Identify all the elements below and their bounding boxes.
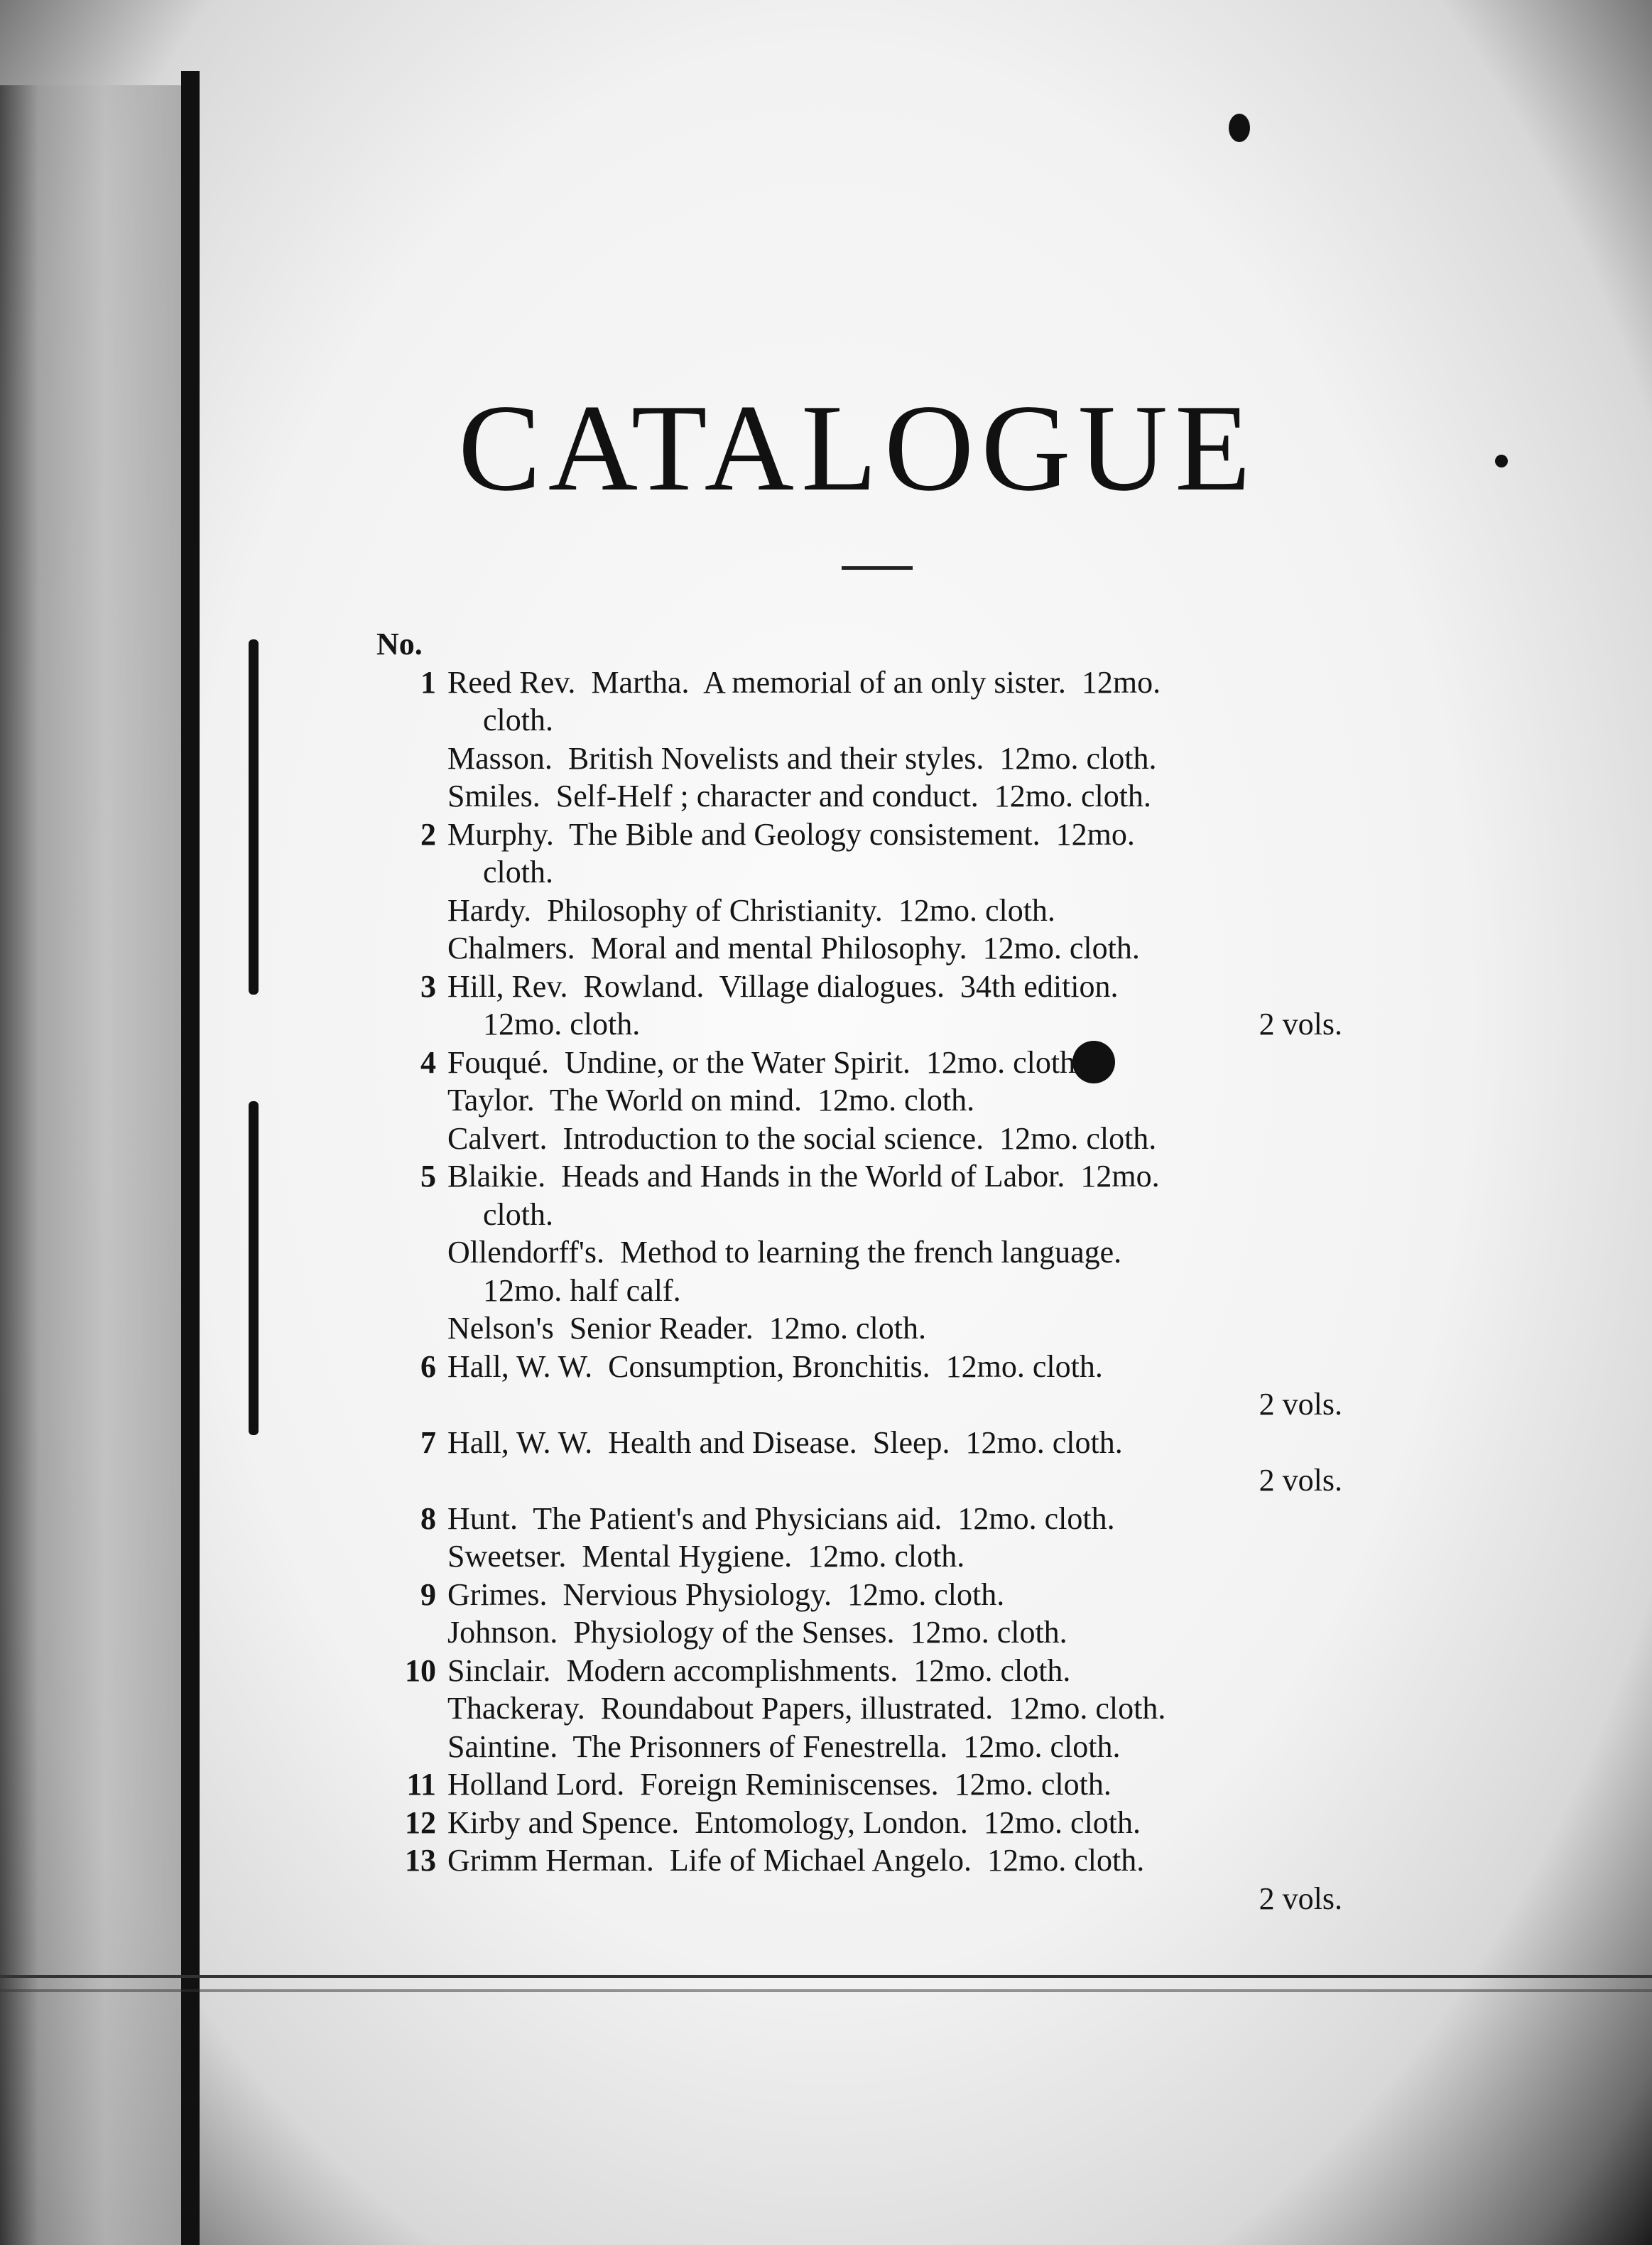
entry-title: Physiology of the Senses. 12mo. cloth.: [573, 1615, 1067, 1650]
entry-title: The Bible and Geology consistement. 12mo.: [569, 816, 1135, 852]
entry-number: [376, 929, 447, 968]
entry-title: Moral and mental Philosophy. 12mo. cloth.: [590, 931, 1140, 965]
entry-author: Holland Lord.: [447, 1767, 641, 1802]
catalogue-entry: [376, 1157, 1342, 1233]
scan-line: [0, 1975, 1652, 1978]
entry-number: 5: [420, 1159, 436, 1194]
entry-number: [376, 1728, 447, 1766]
entry-author: Reed Rev.: [447, 664, 592, 700]
entry-author: Chalmers.: [447, 931, 591, 965]
catalogue-entry: [376, 1537, 1342, 1576]
entry-author: Fouqué.: [447, 1044, 565, 1080]
entry-author: Sweetser.: [447, 1539, 582, 1574]
catalogue-entry: [376, 929, 1342, 968]
catalogue-entry: [376, 740, 1342, 778]
entry-continuation: [447, 1880, 483, 1918]
catalogue-entry: [376, 1728, 1342, 1766]
scan-line: [0, 1989, 1652, 1992]
entry-number: 11: [406, 1767, 436, 1802]
entry-continuation: [447, 1385, 483, 1424]
entry-title: Mental Hygiene. 12mo. cloth.: [582, 1539, 965, 1574]
entry-number: [376, 1081, 447, 1120]
entry-number: 7: [420, 1424, 436, 1460]
entry-number: [376, 892, 447, 930]
entry-title: Modern accomplishments. 12mo. cloth.: [566, 1652, 1071, 1688]
entry-continuation: 12mo. cloth.: [483, 1007, 641, 1042]
entry-author: Hunt.: [447, 1500, 533, 1536]
entry-author: Kirby and Spence.: [447, 1805, 695, 1840]
entry-number: [376, 1309, 447, 1348]
entry-author: Sinclair.: [447, 1652, 567, 1688]
entry-author: Hall, W. W.: [447, 1348, 609, 1384]
entry-title: Undine, or the Water Spirit. 12mo. cloth.: [565, 1044, 1084, 1080]
entry-title: The Prisonners of Fenestrella. 12mo. cloth.: [572, 1729, 1121, 1764]
ink-blot: [1229, 114, 1250, 142]
entry-title: Nervious Physiology. 12mo. cloth.: [563, 1576, 1005, 1612]
entry-author: Masson.: [447, 740, 568, 776]
entry-number: [376, 1537, 447, 1576]
entry-number: [376, 1689, 447, 1728]
entry-title: Self-Helf ; character and conduct. 12mo. cloth.: [555, 779, 1151, 813]
catalogue-entry: [376, 1081, 1342, 1120]
margin-mark: [249, 639, 259, 995]
entry-author: Smiles.: [447, 779, 556, 813]
entry-number: 6: [420, 1348, 436, 1384]
entry-author: Calvert.: [447, 1120, 563, 1156]
catalogue-entry: [376, 1233, 1342, 1309]
entry-number: [376, 1233, 447, 1272]
entry-title: Life of Michael Angelo. 12mo. cloth.: [669, 1843, 1145, 1878]
catalogue-entry: [376, 1309, 1342, 1348]
entry-title: Health and Disease. Sleep. 12mo. cloth.: [608, 1424, 1123, 1460]
entry-number: [376, 1613, 447, 1652]
entry-number: 2: [420, 816, 436, 852]
entry-author: Ollendorff's.: [447, 1235, 620, 1270]
number-column-label: No.: [376, 627, 423, 661]
entry-number: 3: [420, 968, 436, 1004]
catalogue-list: [376, 625, 1342, 1917]
entry-continuation: [447, 1461, 483, 1500]
entry-title: The World on mind. 12mo. cloth.: [550, 1083, 975, 1118]
entry-title: The Patient's and Physicians aid. 12mo. cloth.: [533, 1500, 1115, 1536]
entry-author: Johnson.: [447, 1615, 574, 1650]
catalogue-entry: [376, 1044, 1342, 1082]
entry-number: 4: [420, 1044, 436, 1080]
entry-number: 13: [405, 1843, 436, 1878]
entry-author: Taylor.: [447, 1083, 550, 1118]
entry-title: Philosophy of Christianity. 12mo. cloth.: [547, 892, 1055, 928]
entry-number: 1: [420, 664, 436, 700]
entry-author: Hardy.: [447, 892, 548, 928]
catalogue-entry: [376, 1348, 1342, 1424]
catalogue-entry: [376, 1689, 1342, 1728]
catalogue-entry: [376, 664, 1342, 740]
entry-title: Introduction to the social science. 12mo. cloth.: [563, 1120, 1157, 1156]
entry-continuation: cloth.: [483, 703, 553, 737]
catalogue-entry: [376, 1652, 1342, 1690]
catalogue-entry: [376, 1424, 1342, 1500]
entry-title: Entomology, London. 12mo. cloth.: [695, 1805, 1141, 1840]
entry-volumes: 2 vols.: [1259, 1387, 1342, 1422]
entry-author: Nelson's: [447, 1311, 570, 1346]
entry-title: Martha. A memorial of an only sister. 12mo.: [591, 664, 1161, 700]
catalogue-entry: [376, 816, 1342, 892]
entry-title: Consumption, Bronchitis. 12mo. cloth.: [608, 1348, 1103, 1384]
catalogue-entry: [376, 1500, 1342, 1538]
entry-continuation: cloth.: [483, 855, 553, 889]
entry-author: Grimm Herman.: [447, 1843, 670, 1878]
catalogue-entry: [376, 1765, 1342, 1804]
catalogue-entry: [376, 892, 1342, 930]
entry-author: Hall, W. W.: [447, 1424, 609, 1460]
entry-number: [376, 1120, 447, 1158]
entry-title: British Novelists and their styles. 12mo. cloth.: [567, 740, 1157, 776]
entry-title: Foreign Reminiscenses. 12mo. cloth.: [640, 1767, 1112, 1802]
catalogue-entry: [376, 1804, 1342, 1842]
entry-number: 8: [420, 1500, 436, 1536]
entry-title: Village dialogues. 34th edition.: [719, 968, 1119, 1004]
catalogue-entry: [376, 1576, 1342, 1614]
entry-continuation: cloth.: [483, 1196, 553, 1232]
entry-title: Heads and Hands in the World of Labor. 12mo.: [561, 1159, 1160, 1194]
entry-continuation: 12mo. half calf.: [483, 1272, 681, 1308]
entry-author: Murphy.: [447, 816, 570, 852]
entry-author: Hill, Rev. Rowland.: [447, 968, 719, 1004]
margin-mark: [249, 1101, 259, 1435]
title-rule: [842, 566, 913, 570]
entry-number: 10: [405, 1652, 436, 1688]
entry-author: Saintine.: [447, 1729, 573, 1764]
entry-author: Grimes.: [447, 1576, 563, 1612]
page-title: CATALOGUE: [458, 379, 1258, 516]
entry-author: Thackeray.: [447, 1691, 601, 1726]
entry-volumes: 2 vols.: [1259, 1463, 1342, 1498]
catalogue-entry: [376, 1120, 1342, 1158]
catalogue-entry: [376, 777, 1342, 816]
entry-number: 12: [405, 1805, 436, 1840]
entry-number: [376, 740, 447, 778]
entry-number: 9: [420, 1576, 436, 1612]
entry-number: [376, 777, 447, 816]
catalogue-entry: [376, 1613, 1342, 1652]
entry-author: Blaikie.: [447, 1159, 562, 1194]
entry-volumes: 2 vols.: [1259, 1007, 1342, 1042]
entry-title: Roundabout Papers, illustrated. 12mo. cloth.: [600, 1691, 1166, 1726]
entry-title: Senior Reader. 12mo. cloth.: [569, 1311, 926, 1346]
catalogue-entry: [376, 1841, 1342, 1917]
entry-title: Method to learning the french language.: [619, 1235, 1122, 1270]
entry-volumes: 2 vols.: [1259, 1881, 1342, 1916]
catalogue-entry: [376, 968, 1342, 1044]
